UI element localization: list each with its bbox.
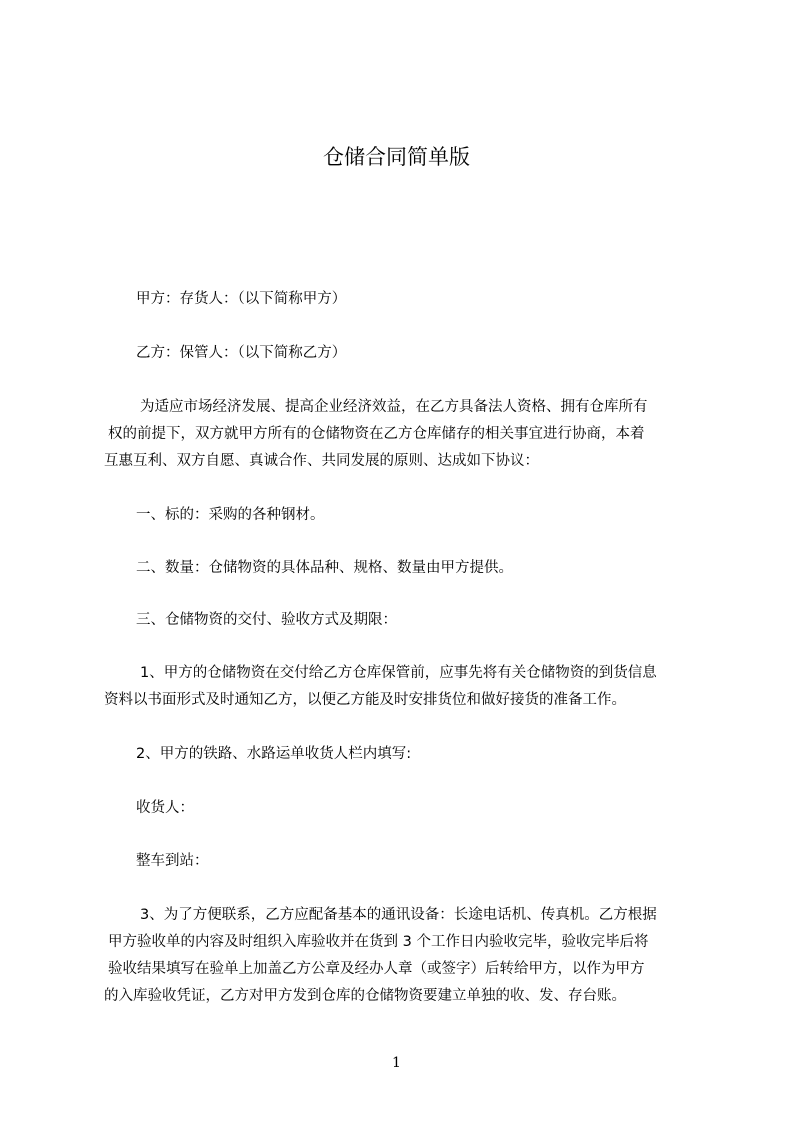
station-label: 整车到站： (136, 853, 209, 869)
item-1-line: 1、甲方的仓储物资在交付给乙方仓库保管前，应事先将有关仓储物资的到货信息 (140, 665, 657, 681)
intro-line: 为适应市场经济发展、提高企业经济效益，在乙方具备法人资格、拥有仓库所有 (140, 399, 648, 415)
item-3-line: 甲方验收单的内容及时组织入库验收并在货到 3 个工作日内验收完毕，验收完毕后将 (108, 934, 649, 950)
party-b-text: 乙方：保管人：（以下简称乙方） (136, 345, 347, 361)
receiver-line (104, 795, 696, 822)
intro-paragraph (104, 394, 696, 475)
item-1-paragraph (104, 660, 696, 714)
page-number: 1 (392, 1055, 401, 1071)
item-3-line: 验收结果填写在验单上加盖乙方公章及经办人章（或签字）后转给甲方，以作为甲方 (108, 961, 645, 977)
document-title: 仓储合同简单版 (323, 145, 470, 169)
intro-line: 互惠互利、双方自愿、真诚合作、共同发展的原则、达成如下协议： (104, 453, 539, 469)
party-a-text: 甲方：存货人：（以下简称甲方） (136, 291, 347, 307)
item-3-paragraph (104, 902, 696, 1010)
item-1-line: 资料以书面形式及时通知乙方，以便乙方能及时安排货位和做好接货的准备工作。 (104, 692, 626, 708)
clause-3-text: 三、仓储物资的交付、验收方式及期限： (136, 612, 397, 628)
clause-2 (104, 555, 696, 582)
party-a-line (104, 286, 696, 313)
clause-1-text: 一、标的：采购的各种钢材。 (136, 507, 325, 523)
intro-line: 权的前提下，双方就甲方所有的仓储物资在乙方仓库储存的相关事宜进行协商，本着 (108, 426, 645, 442)
station-line (104, 848, 696, 875)
item-2-text: 2、甲方的铁路、水路运单收货人栏内填写: (136, 746, 412, 762)
item-3-line: 的入库验收凭证，乙方对甲方发到仓库的仓储物资要建立单独的收、发、存台账。 (104, 988, 626, 1004)
clause-1 (104, 502, 696, 529)
party-b-line (104, 340, 696, 367)
item-3-line: 3、为了方便联系，乙方应配备基本的通讯设备：长途电话机、传真机。乙方根据 (140, 907, 657, 923)
clause-3 (104, 607, 696, 634)
item-2 (104, 741, 696, 768)
receiver-label: 收货人： (136, 800, 194, 816)
clause-2-text: 二、数量：仓储物资的具体品种、规格、数量由甲方提供。 (136, 560, 513, 576)
